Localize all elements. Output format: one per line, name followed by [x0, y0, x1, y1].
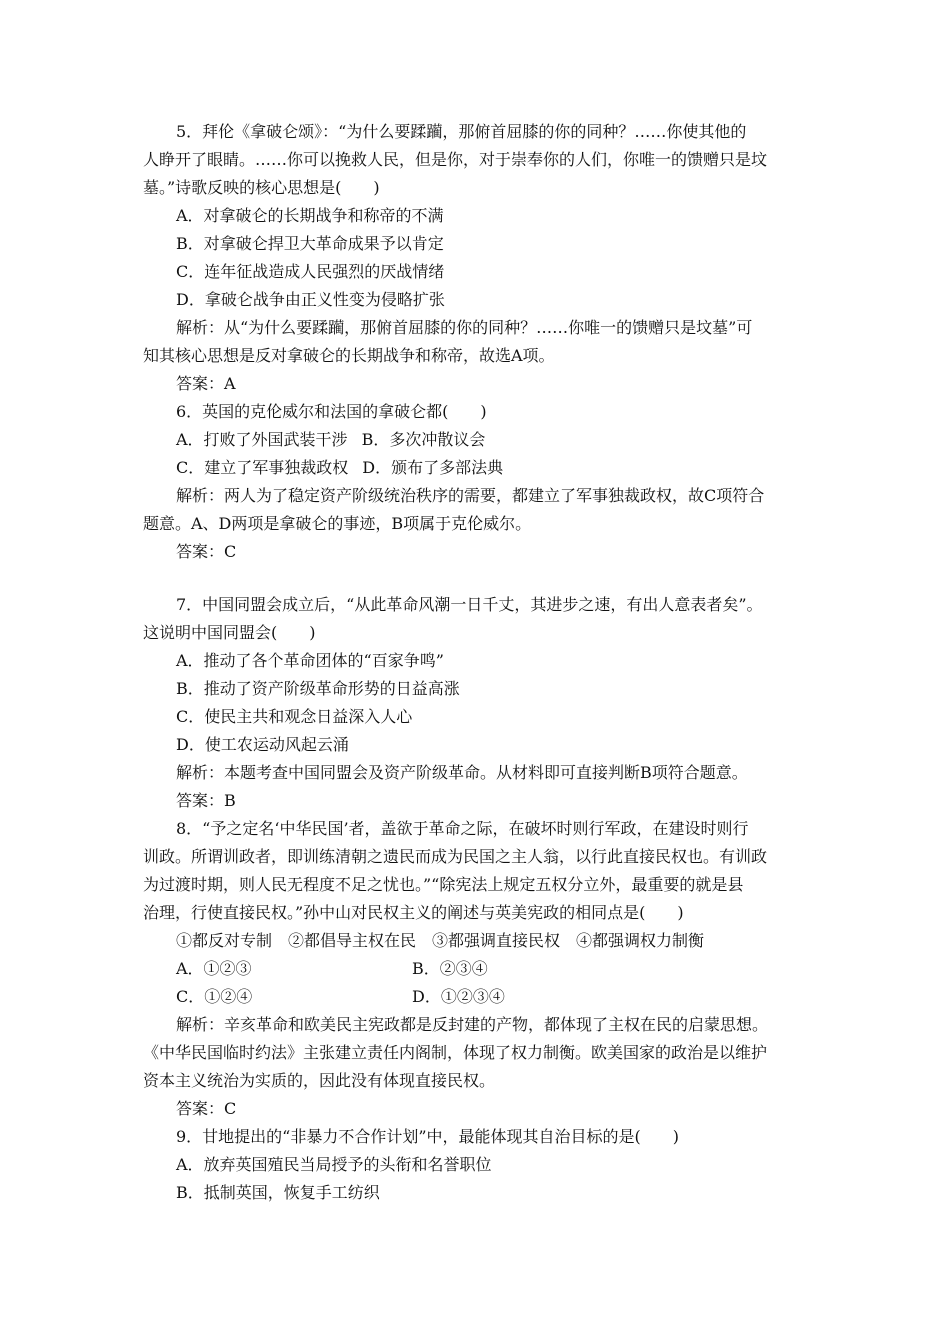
option-d: D．①②③④ [412, 987, 505, 1006]
analysis: 题意。A、D两项是拿破仑的事迹，B项属于克伦威尔。 [143, 514, 532, 533]
question-stem: 为过渡时期，则人民无程度不足之忧也。”“除宪法上规定五权分立外，最重要的就是县 [143, 875, 744, 894]
analysis: 解析：两人为了稳定资产阶级统治秩序的需要，都建立了军事独裁政权，故C项符合 [176, 486, 765, 505]
analysis: 知其核心思想是反对拿破仑的长期战争和称帝，故选A项。 [143, 346, 555, 365]
analysis: 解析：本题考查中国同盟会及资产阶级革命。从材料即可直接判断B项符合题意。 [176, 763, 748, 782]
answer: 答案：C [176, 1099, 237, 1118]
question-stem: 人睁开了眼睛。……你可以挽救人民，但是你，对于崇奉你的人们，你唯一的馈赠只是坟 [143, 150, 768, 169]
option-row [176, 985, 856, 1009]
option-a: A．对拿破仑的长期战争和称帝的不满 [176, 206, 444, 225]
option-b: B．推动了资产阶级革命形势的日益高涨 [176, 679, 460, 698]
option-c: C．连年征战造成人民强烈的厌战情绪 [176, 262, 445, 281]
option-row [176, 456, 856, 480]
question-stem: 5．拜伦《拿破仑颂》：“为什么要蹂躏，那俯首屈膝的你的同种？……你使其他的 [176, 122, 747, 141]
analysis: 解析：从“为什么要蹂躏，那俯首屈膝的你的同种？……你唯一的馈赠只是坟墓”可 [176, 318, 753, 337]
question-stem: 墓。”诗歌反映的核心思想是( ) [143, 178, 380, 197]
option-c: C．使民主共和观念日益深入人心 [176, 707, 413, 726]
option-b: B．对拿破仑捍卫大革命成果予以肯定 [176, 234, 444, 253]
analysis: 资本主义统治为实质的，因此没有体现直接民权。 [143, 1071, 496, 1090]
option-c: C．①②④ [176, 987, 253, 1006]
question-stem: 这说明中国同盟会( ) [143, 623, 316, 642]
analysis: 《中华民国临时约法》主张建立责任内阁制，体现了权力制衡。欧美国家的政治是以维护 [143, 1043, 768, 1062]
option-b: B．②③④ [412, 959, 488, 978]
question-stem: 9．甘地提出的“非暴力不合作计划”中，最能体现其自治目标的是( ) [176, 1127, 680, 1146]
option-row [176, 957, 856, 981]
option-b: B．抵制英国，恢复手工纺织 [176, 1183, 380, 1202]
statement-items: ①都反对专制 ②都倡导主权在民 ③都强调直接民权 ④都强调权力制衡 [176, 931, 705, 950]
option-b: B．多次冲散议会 [361, 430, 486, 449]
option-a: A．打败了外国武装干涉 [176, 430, 348, 449]
question-stem: 7．中国同盟会成立后，“从此革命风潮一日千丈，其进步之速，有出人意表者矣”。 [176, 595, 763, 614]
option-d: D．颁布了多部法典 [362, 458, 504, 477]
answer: 答案：C [176, 542, 237, 561]
analysis: 解析：辛亥革命和欧美民主宪政都是反封建的产物，都体现了主权在民的启蒙思想。 [176, 1015, 769, 1034]
option-a: A．推动了各个革命团体的“百家争鸣” [176, 651, 444, 670]
option-a: A．放弃英国殖民当局授予的头衔和名誉职位 [176, 1155, 492, 1174]
option-row [176, 428, 856, 452]
option-d: D．使工农运动风起云涌 [176, 735, 349, 754]
option-a: A．①②③ [176, 959, 252, 978]
option-d: D．拿破仑战争由正义性变为侵略扩张 [176, 290, 445, 309]
answer: 答案：B [176, 791, 236, 810]
option-c: C．建立了军事独裁政权 [176, 458, 349, 477]
answer: 答案：A [176, 374, 236, 393]
question-stem: 6．英国的克伦威尔和法国的拿破仑都( ) [176, 402, 487, 421]
question-stem: 治理，行使直接民权。”孙中山对民权主义的阐述与英美宪政的相同点是( ) [143, 903, 684, 922]
question-stem: 8．“予之定名‘中华民国’者，盖欲于革命之际，在破坏时则行军政，在建设时则行 [176, 819, 749, 838]
question-stem: 训政。所谓训政者，即训练清朝之遗民而成为民国之主人翁，以行此直接民权也。有训政 [143, 847, 768, 866]
